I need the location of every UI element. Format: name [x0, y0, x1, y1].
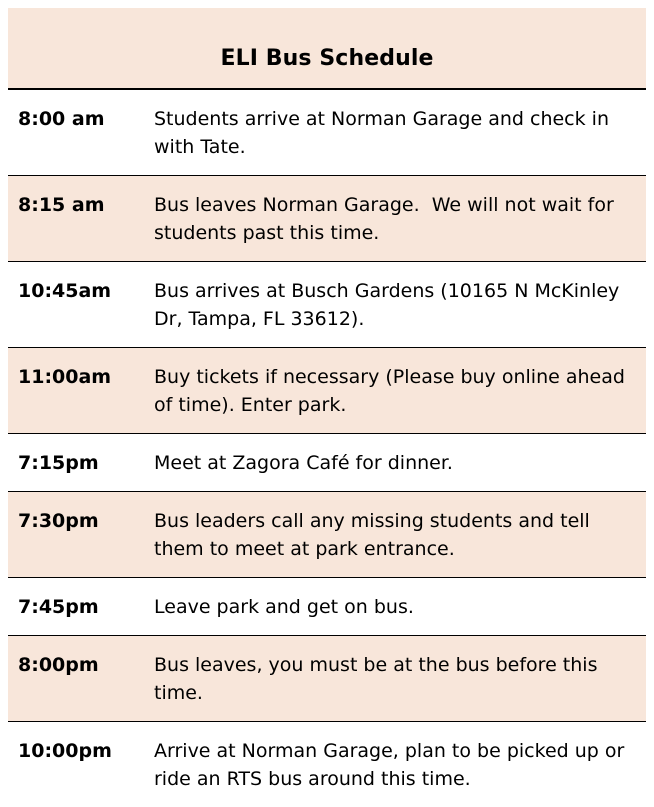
schedule-row — [8, 90, 646, 176]
schedule-row — [8, 348, 646, 434]
row-description: Bus arrives at Busch Gardens (10165 N McKinley Dr, Tampa, FL 33612). — [154, 280, 626, 330]
row-time: 11:00am — [18, 366, 112, 388]
schedule-row — [8, 492, 646, 578]
schedule-title: ELI Bus Schedule — [220, 45, 434, 71]
row-description: Buy tickets if necessary (Please buy online ahead of time). Enter park. — [154, 366, 631, 416]
schedule-row — [8, 722, 646, 807]
schedule-row — [8, 176, 646, 262]
row-description: Bus leaves, you must be at the bus before this time. — [154, 654, 604, 704]
row-description: Bus leaders call any missing students and tell them to meet at park entrance. — [154, 510, 596, 560]
row-time: 7:30pm — [18, 510, 99, 532]
schedule-row — [8, 636, 646, 722]
row-description: Meet at Zagora Café for dinner. — [154, 452, 453, 474]
row-description: Bus leaves Norman Garage. We will not wait for students past this time. — [154, 194, 620, 244]
row-time: 7:15pm — [18, 452, 99, 474]
schedule-row — [8, 578, 646, 636]
row-time: 8:00 am — [18, 108, 105, 130]
row-time: 8:15 am — [18, 194, 105, 216]
row-time: 8:00pm — [18, 654, 99, 676]
row-time: 10:00pm — [18, 740, 112, 762]
row-description: Arrive at Norman Garage, plan to be picked up or ride an RTS bus around this time. — [154, 740, 631, 790]
schedule-row — [8, 262, 646, 348]
schedule-table — [8, 8, 646, 807]
row-description: Students arrive at Norman Garage and check in with Tate. — [154, 108, 616, 158]
row-time: 10:45am — [18, 280, 112, 302]
schedule-row — [8, 434, 646, 492]
title-row — [8, 8, 646, 90]
row-description: Leave park and get on bus. — [154, 596, 414, 618]
row-time: 7:45pm — [18, 596, 99, 618]
